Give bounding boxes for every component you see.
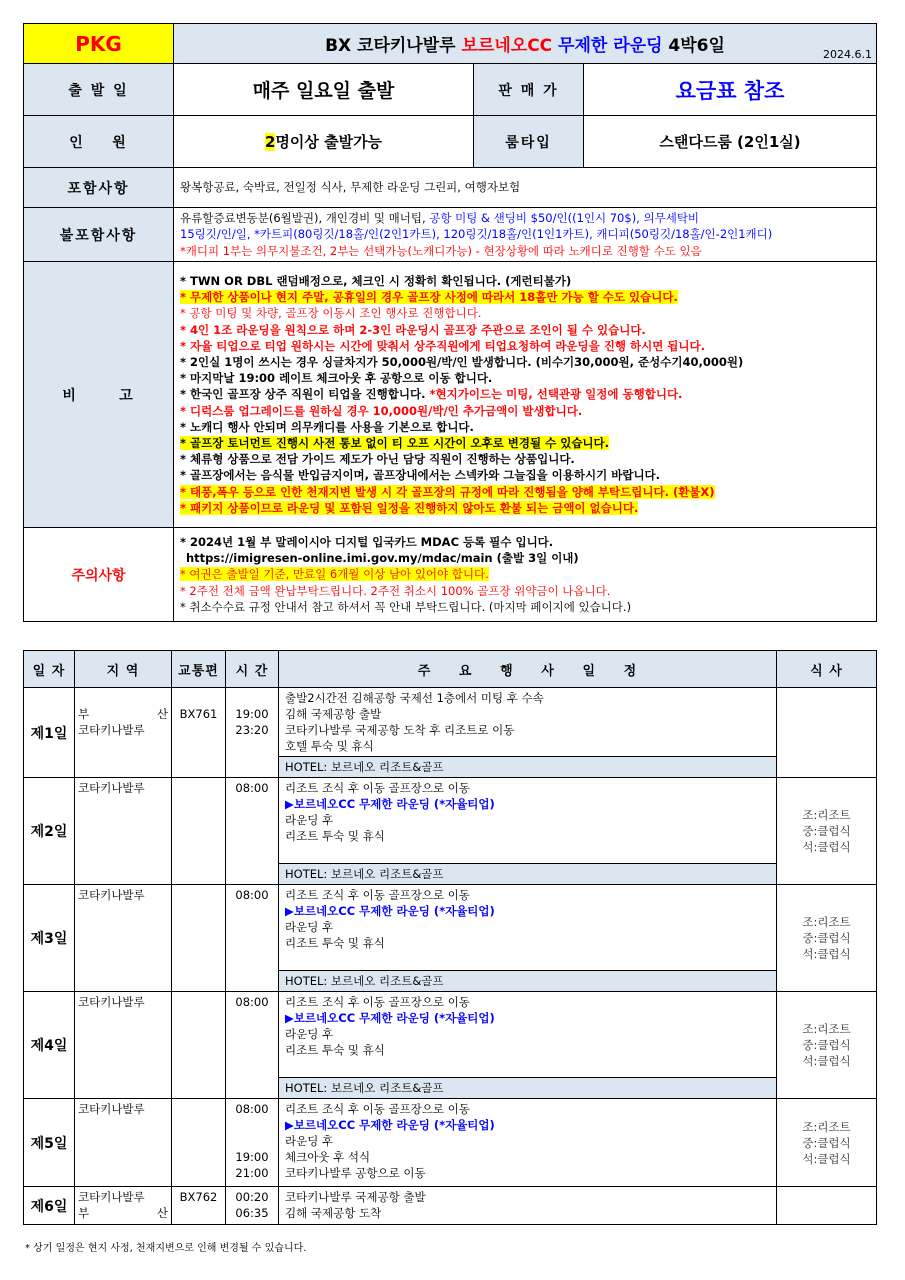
schedule: 리조트 조식 후 이동 골프장으로 이동 ▶보르네오CC 무제한 라운딩 (*자율티업) 라운딩 후 체크아웃 후 석식 코타키나발루 공항으로 이동: [279, 1099, 777, 1187]
day-label: 제3일: [24, 885, 75, 992]
day-label: 제6일: [24, 1187, 75, 1225]
include-label: 포함사항: [24, 168, 174, 208]
col-header-region: 지 역: [75, 651, 172, 688]
itinerary-footnote: * 상기 일정은 현지 사정, 천재지변으로 인해 변경될 수 있습니다.: [25, 1243, 307, 1254]
col-header-transport: 교통편: [172, 651, 226, 688]
hotel-info: HOTEL: 보르네오 리조트&골프: [279, 971, 777, 992]
region: 부 산 코타키나발루: [75, 688, 172, 778]
meals: [777, 1187, 877, 1225]
exclude-value: 유류할증료변동분(6월발권), 개인경비 및 매너팁, 공항 미팅 & 샌딩비 $50/인((1인시 70$), 의무세탁비 15링깃/인/일, *카트피(80링깃/18홀/인(2인1카트), 120링깃/18홀/인(1인1카트), 캐디피(50링깃/18홀/인-2인1캐디) *캐디피 1부는 의무지불조건, 2부는 선택가능(노캐디가능) - 현장상황에 따라 노캐디로 진행할 수도 있음: [174, 208, 877, 262]
caution-item: * 취소수수료 규정 안내서 참고 하셔서 꼭 안내 부탁드립니다. (마지막 페이지에 있습니다.): [180, 599, 632, 614]
itinerary-row-day5: [24, 1099, 877, 1187]
itinerary-row-day4: [24, 992, 877, 1078]
remark-item: * 골프장에서는 음식물 반입금지이며, 골프장내에서는 스넥카와 그늘집을 이용하시기 바랍니다.: [180, 468, 661, 483]
schedule: 리조트 조식 후 이동 골프장으로 이동 ▶보르네오CC 무제한 라운딩 (*자율티업) 라운딩 후 리조트 투숙 및 휴식: [279, 885, 777, 971]
itinerary-row-day3: [24, 885, 877, 971]
day-label: 제1일: [24, 688, 75, 778]
caution-item: * 여권은 출발일 기준, 만료일 6개월 이상 남아 있어야 합니다.: [180, 567, 489, 582]
caution-label: 주의사항: [24, 528, 174, 622]
flight-number: [172, 778, 226, 885]
remark-item: * 자율 티업으로 티업 원하시는 시간에 맞춰서 상주직원에게 티업요청하여 라운딩을 진행 하시면 됩니다.: [180, 338, 705, 353]
departure-label: 출 발 일: [24, 64, 174, 116]
remark-item: * 노캐디 행사 안되며 의무캐디를 사용을 기본으로 합니다.: [180, 419, 474, 434]
flight-number: [172, 1099, 226, 1187]
golf-activity: ▶보르네오CC 무제한 라운딩 (*자율티업): [285, 904, 495, 918]
day-label: 제4일: [24, 992, 75, 1099]
package-info-table: [23, 23, 877, 622]
hotel-info: HOTEL: 보르네오 리조트&골프: [279, 1078, 777, 1099]
meals: 조:리조트 중:클럽식 석:클럽식: [777, 778, 877, 885]
remark-item: * 태풍,폭우 등으로 인한 천재지변 발생 시 각 골프장의 규정에 따라 진행됨을 양해 부탁드립니다. (환불X): [180, 484, 715, 499]
region: 코타키나발루: [75, 885, 172, 992]
itinerary-table: [23, 650, 877, 1225]
times: 08:00: [226, 885, 279, 992]
times: 19:00 23:20: [226, 688, 279, 778]
day-label: 제5일: [24, 1099, 75, 1187]
col-header-meals: 식 사: [777, 651, 877, 688]
region: 코타키나발루 부 산: [75, 1187, 172, 1225]
itinerary-row-day6: [24, 1187, 877, 1225]
remark-item: * 공항 미팅 및 차량, 골프장 이동시 조인 행사로 진행합니다.: [180, 306, 482, 321]
golf-activity: ▶보르네오CC 무제한 라운딩 (*자율티업): [285, 797, 495, 811]
golf-activity: ▶보르네오CC 무제한 라운딩 (*자율티업): [285, 1011, 495, 1025]
flight-number: [172, 885, 226, 992]
caution-url: https://imigresen-online.imi.gov.my/mdac/main (출발 3일 이내): [186, 551, 579, 566]
remark-item: * 패키지 상품이므로 라운딩 및 포함된 일정을 진행하지 않아도 환불 되는 금액이 없습니다.: [180, 500, 639, 515]
times: 08:00: [226, 992, 279, 1099]
remark-item: * 디럭스룸 업그레이드를 원하실 경우 10,000원/박/인 추가금액이 발생합니다.: [180, 403, 583, 418]
region: 코타키나발루: [75, 992, 172, 1099]
meals: 조:리조트 중:클럽식 석:클럽식: [777, 992, 877, 1099]
itinerary-row-day1: [24, 688, 877, 757]
package-title: BX 코타키나발루 보르네오CC 무제한 라운딩 4박6일 2024.6.1: [174, 24, 877, 64]
times: 00:20 06:35: [226, 1187, 279, 1225]
caution-item: * 2주전 전체 금액 완납부탁드립니다. 2주전 취소시 100% 골프장 위약금이 나옵니다.: [180, 583, 611, 598]
schedule: 리조트 조식 후 이동 골프장으로 이동 ▶보르네오CC 무제한 라운딩 (*자율티업) 라운딩 후 리조트 투숙 및 휴식: [279, 992, 777, 1078]
col-header-time: 시 간: [226, 651, 279, 688]
golf-activity: ▶보르네오CC 무제한 라운딩 (*자율티업): [285, 1118, 495, 1132]
remark-item: * 골프장 토너먼트 진행시 사전 통보 없이 티 오프 시간이 오후로 변경될 수 있습니다.: [180, 436, 610, 450]
people-value: 2명이상 출발가능: [174, 116, 474, 168]
pkg-badge: PKG: [24, 24, 174, 64]
people-label: 인 원: [24, 116, 174, 168]
remarks-label: 비 고: [24, 262, 174, 528]
room-label: 룸타입: [474, 116, 584, 168]
remark-item: * 4인 1조 라운딩을 원칙으로 하며 2-3인 라운딩시 골프장 주관으로 조인이 될 수 있습니다.: [180, 322, 646, 337]
day-label: 제2일: [24, 778, 75, 885]
schedule: 출발2시간전 김해공항 국제선 1층에서 미팅 후 수속 김해 국제공항 출발 코타키나발루 국제공항 도착 후 리조트로 이동 호텔 투숙 및 휴식: [279, 688, 777, 757]
col-header-schedule: 주 요 행 사 일 정: [279, 651, 777, 688]
remark-item: * 체류형 상품으로 전담 가이드 제도가 아닌 담당 직원이 진행하는 상품입니다.: [180, 452, 575, 467]
times: 08:00 19:00 21:00: [226, 1099, 279, 1187]
times: 08:00: [226, 778, 279, 885]
schedule: 리조트 조식 후 이동 골프장으로 이동 ▶보르네오CC 무제한 라운딩 (*자율티업) 라운딩 후 리조트 투숙 및 휴식: [279, 778, 777, 864]
meals: 조:리조트 중:클럽식 석:클럽식: [777, 885, 877, 992]
price-value: 요금표 참조: [584, 64, 877, 116]
meals: [777, 688, 877, 778]
flight-number: [172, 992, 226, 1099]
flight-number: BX762: [172, 1187, 226, 1225]
price-label: 판 매 가: [474, 64, 584, 116]
remark-item: * 마지막날 19:00 레이트 체크아웃 후 공항으로 이동 합니다.: [180, 371, 493, 386]
region: 코타키나발루: [75, 778, 172, 885]
meals: 조:리조트 중:클럽식 석:클럽식: [777, 1099, 877, 1187]
room-value: 스탠다드룸 (2인1실): [584, 116, 877, 168]
schedule: 코타키나발루 국제공항 출발 김해 국제공항 도착: [279, 1187, 777, 1225]
remark-item: * 한국인 골프장 상주 직원이 티업을 진행합니다. *현지가이드는 미팅, 선택관광 일정에 동행합니다.: [180, 387, 683, 402]
itinerary-row-day2: [24, 778, 877, 864]
caution-list: [174, 528, 877, 622]
departure-value: 매주 일요일 출발: [174, 64, 474, 116]
remarks-list: [174, 262, 877, 528]
remark-item: * 2인실 1명이 쓰시는 경우 싱글차지가 50,000원/박/인 발생합니다. (비수기30,000원, 준성수기40,000원): [180, 354, 744, 369]
include-value: 왕복항공료, 숙박료, 전일정 식사, 무제한 라운딩 그린피, 여행자보험: [174, 168, 877, 208]
flight-number: BX761: [172, 688, 226, 778]
region: 코타키나발루: [75, 1099, 172, 1187]
hotel-info: HOTEL: 보르네오 리조트&골프: [279, 757, 777, 778]
remark-item: * TWN OR DBL 랜덤배정으로, 체크인 시 정확히 확인됩니다. (게런티불가): [180, 273, 572, 288]
col-header-day: 일 자: [24, 651, 75, 688]
document-date: 2024.6.1: [823, 48, 872, 61]
remark-item: * 무제한 상품이나 현지 주말, 공휴일의 경우 골프장 사정에 따라서 18홀만 가능 할 수도 있습니다.: [180, 290, 678, 305]
hotel-info: HOTEL: 보르네오 리조트&골프: [279, 864, 777, 885]
exclude-label: 불포함사항: [24, 208, 174, 262]
caution-item: * 2024년 1월 부 말레이시아 디지털 입국카드 MDAC 등록 필수 입니다.: [180, 534, 554, 549]
